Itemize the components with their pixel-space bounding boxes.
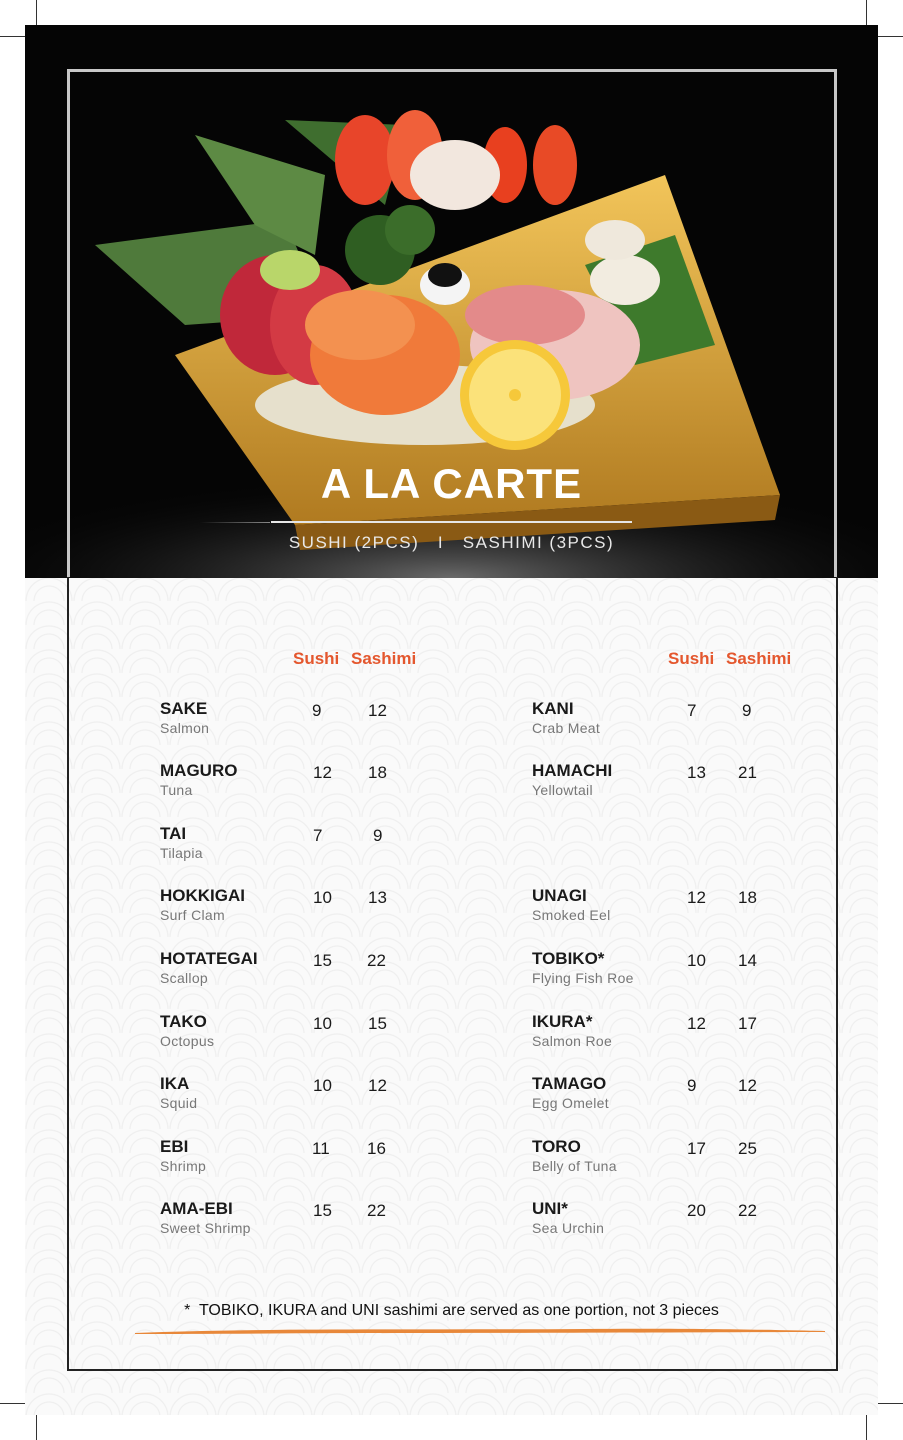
item-description: Scallop bbox=[160, 970, 209, 986]
sushi-price: 10 bbox=[313, 1076, 332, 1095]
page-title: A LA CARTE bbox=[320, 460, 583, 507]
item-description: Surf Clam bbox=[160, 907, 225, 923]
item-description: Squid bbox=[160, 1095, 198, 1111]
item-name: IKURA* bbox=[532, 1012, 593, 1031]
item-name: UNAGI bbox=[532, 886, 587, 905]
right-sashimi-header: Sashimi bbox=[726, 649, 792, 668]
sushi-price: 10 bbox=[313, 1014, 332, 1033]
sushi-price: 9 bbox=[687, 1076, 697, 1095]
sashimi-price: 12 bbox=[738, 1076, 757, 1095]
item-description: Sea Urchin bbox=[532, 1220, 605, 1236]
sashimi-price: 15 bbox=[368, 1014, 387, 1033]
sashimi-price: 25 bbox=[738, 1139, 757, 1158]
sushi-price: 17 bbox=[687, 1139, 706, 1158]
item-description: Tilapia bbox=[160, 845, 203, 861]
title-rule-fade bbox=[200, 522, 270, 523]
sushi-price: 9 bbox=[312, 701, 322, 720]
item-description: Octopus bbox=[160, 1033, 215, 1049]
title-rule bbox=[271, 521, 632, 523]
item-description: Sweet Shrimp bbox=[160, 1220, 251, 1236]
sashimi-price: 9 bbox=[373, 826, 383, 845]
item-name: IKA bbox=[160, 1074, 190, 1093]
item-name: TAKO bbox=[160, 1012, 207, 1031]
item-description: Salmon Roe bbox=[532, 1033, 613, 1049]
sushi-price: 10 bbox=[687, 951, 706, 970]
item-description: Tuna bbox=[160, 782, 193, 798]
item-name: TAI bbox=[160, 824, 187, 843]
sushi-price: 15 bbox=[313, 1201, 332, 1220]
sushi-price: 13 bbox=[687, 763, 706, 782]
sushi-price: 12 bbox=[687, 1014, 706, 1033]
item-description: Egg Omelet bbox=[532, 1095, 609, 1111]
item-name: TOBIKO* bbox=[532, 949, 605, 968]
brush-stroke-divider bbox=[135, 1327, 825, 1335]
sushi-price: 10 bbox=[313, 888, 332, 907]
sashimi-price: 22 bbox=[738, 1201, 757, 1220]
sashimi-price: 22 bbox=[367, 1201, 386, 1220]
sashimi-price: 12 bbox=[368, 1076, 387, 1095]
page-subtitle: SUSHI (2PCS) I SASHIMI (3PCS) bbox=[288, 533, 615, 552]
sushi-price: 7 bbox=[313, 826, 323, 845]
item-description: Smoked Eel bbox=[532, 907, 611, 923]
sashimi-price: 13 bbox=[368, 888, 387, 907]
item-name: AMA-EBI bbox=[160, 1199, 233, 1218]
sushi-price: 12 bbox=[313, 763, 332, 782]
sushi-price: 11 bbox=[312, 1139, 330, 1158]
right-sushi-header: Sushi bbox=[668, 649, 715, 668]
item-name: EBI bbox=[160, 1137, 189, 1156]
item-name: TAMAGO bbox=[532, 1074, 607, 1093]
item-name: HAMACHI bbox=[532, 761, 613, 780]
sushi-price: 7 bbox=[687, 701, 697, 720]
item-description: Crab Meat bbox=[532, 720, 601, 736]
sashimi-price: 17 bbox=[738, 1014, 757, 1033]
item-name: KANI bbox=[532, 699, 574, 718]
sashimi-price: 18 bbox=[368, 763, 387, 782]
item-name: UNI* bbox=[532, 1199, 568, 1218]
item-name: HOTATEGAI bbox=[160, 949, 258, 968]
item-description: Salmon bbox=[160, 720, 210, 736]
sashimi-price: 9 bbox=[742, 701, 752, 720]
item-name: TORO bbox=[532, 1137, 581, 1156]
item-name: SAKE bbox=[160, 699, 208, 718]
item-name: MAGURO bbox=[160, 761, 238, 780]
sashimi-price: 18 bbox=[738, 888, 757, 907]
sashimi-price: 12 bbox=[368, 701, 387, 720]
sushi-price: 15 bbox=[313, 951, 332, 970]
sashimi-price: 21 bbox=[738, 763, 757, 782]
left-sashimi-header: Sashimi bbox=[351, 649, 417, 668]
item-description: Belly of Tuna bbox=[532, 1158, 617, 1174]
footnote: * TOBIKO, IKURA and UNI sashimi are served as one portion, not 3 pieces bbox=[184, 1302, 719, 1319]
item-description: Shrimp bbox=[160, 1158, 207, 1174]
sashimi-price: 14 bbox=[738, 951, 757, 970]
item-name: HOKKIGAI bbox=[160, 886, 245, 905]
item-description: Flying Fish Roe bbox=[532, 970, 634, 986]
sashimi-price: 22 bbox=[367, 951, 386, 970]
left-sushi-header: Sushi bbox=[293, 649, 340, 668]
item-description: Yellowtail bbox=[532, 782, 593, 798]
sushi-price: 12 bbox=[687, 888, 706, 907]
sushi-price: 20 bbox=[687, 1201, 706, 1220]
sashimi-price: 16 bbox=[367, 1139, 386, 1158]
